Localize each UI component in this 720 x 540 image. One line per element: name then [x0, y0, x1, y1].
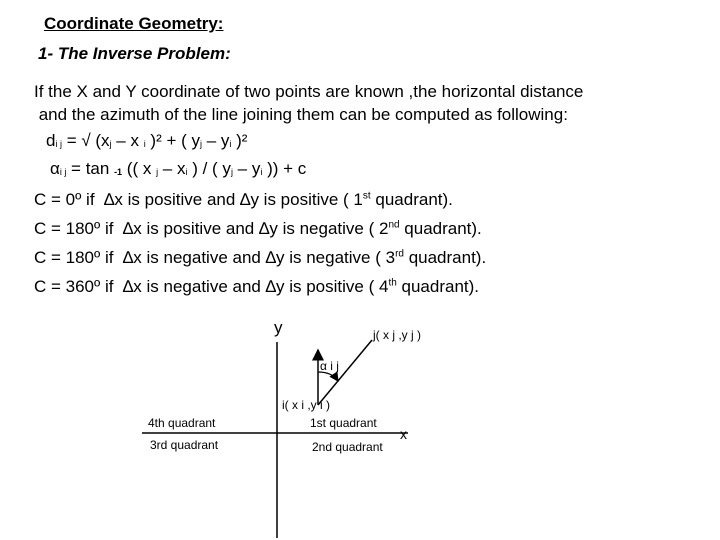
eq2-sub: j: [156, 167, 159, 177]
eq2-lhs: α: [50, 159, 60, 178]
condition-ordinal: rd: [395, 248, 404, 260]
eq1-sub: i: [229, 139, 232, 149]
condition-text: C = 360º if ∆x is negative and ∆y is positive ( 4: [34, 277, 389, 296]
eq2-part: )) + c: [262, 159, 307, 178]
condition-text: quadrant).: [399, 219, 482, 238]
eq1-part: = √ (x: [61, 131, 110, 150]
azimuth-arc: [318, 372, 338, 381]
eq1-part: )²: [231, 131, 248, 150]
y-axis-label: y: [274, 318, 283, 337]
intro-line-2: and the azimuth of the line joining them can be computed as following:: [34, 105, 568, 124]
condition-text: quadrant).: [403, 248, 487, 267]
eq1-part: – x: [111, 131, 144, 150]
quadrant-1-label: 1st quadrant: [310, 416, 377, 430]
eq2-part: – y: [232, 159, 261, 178]
condition-ordinal: th: [388, 277, 397, 289]
eq2-part: = tan: [66, 159, 115, 178]
eq2-exponent: -1: [114, 167, 123, 177]
condition-text: C = 180º if ∆x is positive and ∆y is negative ( 2: [34, 219, 389, 238]
eq1-lhs-sub: i j: [55, 139, 62, 149]
page-title: Coordinate Geometry:: [44, 14, 224, 33]
eq2-part: (( x: [122, 159, 157, 178]
x-axis-label: x: [400, 426, 407, 442]
quadrant-3-label: 3rd quadrant: [150, 438, 219, 452]
eq1-sub: i: [143, 139, 146, 149]
condition-text: C = 0º if ∆x is positive and ∆y is positive ( 1: [34, 190, 363, 209]
eq2-sub: i: [185, 167, 188, 177]
eq1-sub: j: [200, 139, 202, 149]
condition-text: C = 180º if ∆x is negative and ∆y is negative ( 3: [34, 248, 396, 267]
condition-ordinal: nd: [388, 219, 400, 231]
point-j-label: j( x j ,y j ): [373, 328, 421, 342]
eq1-part: – y: [202, 131, 230, 150]
eq2-part: ) / ( y: [187, 159, 231, 178]
condition-text: quadrant).: [370, 190, 453, 209]
azimuth-label: α i j: [320, 359, 339, 373]
eq2-part: – x: [158, 159, 186, 178]
eq2-sub: i: [260, 167, 263, 177]
condition-text: quadrant).: [396, 277, 480, 296]
eq2-lhs-sub: i j: [59, 167, 67, 177]
quadrant-4-label: 4th quadrant: [148, 416, 216, 430]
intro-line-1: If the X and Y coordinate of two points are known ,the horizontal distance: [34, 82, 584, 101]
eq1-part: )² + ( y: [145, 131, 200, 150]
eq1-sub: j: [109, 139, 112, 149]
point-i-label: i( x i ,y i ): [282, 398, 330, 412]
eq1-lhs: d: [46, 131, 56, 150]
quadrant-2-label: 2nd quadrant: [312, 440, 383, 454]
condition-ordinal: st: [362, 190, 371, 202]
section-heading: 1- The Inverse Problem:: [38, 44, 231, 63]
eq2-sub: j: [230, 167, 233, 177]
